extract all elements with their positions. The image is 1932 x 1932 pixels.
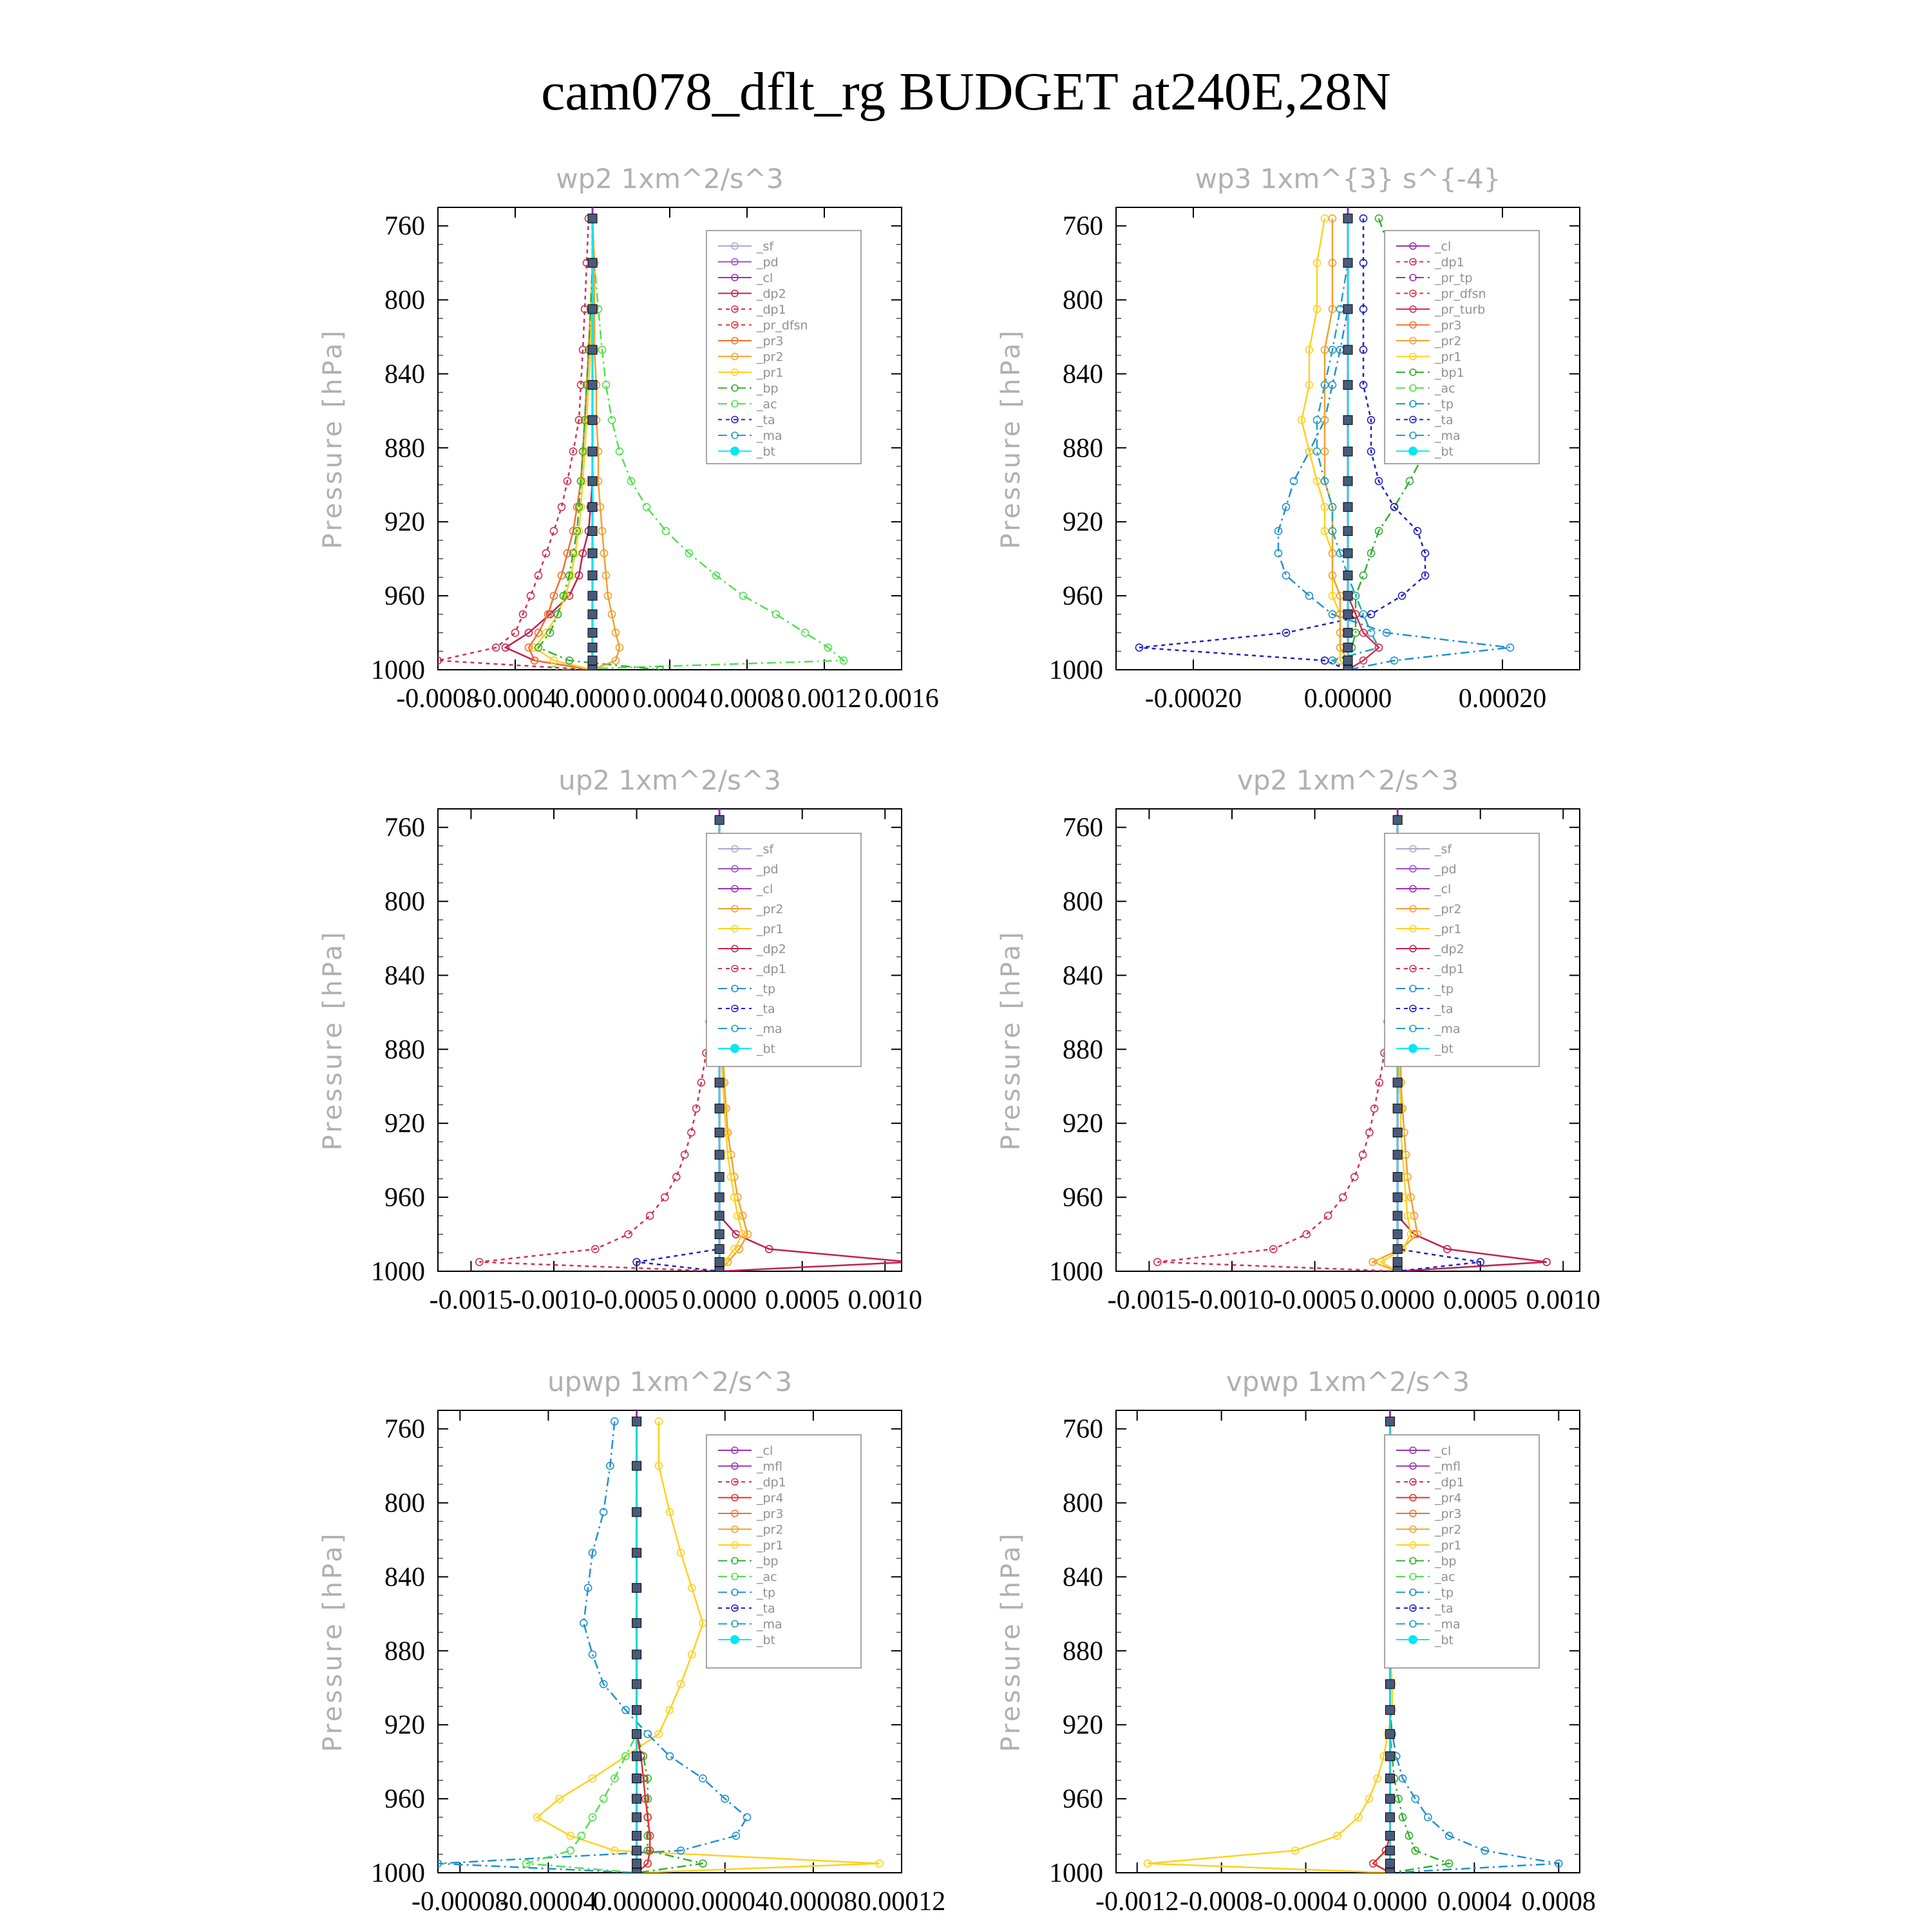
y-tick-label: 880 (384, 1636, 425, 1667)
y-tick-label: 800 (384, 285, 425, 316)
legend (1385, 833, 1539, 1066)
legend (706, 231, 861, 464)
x-tick-label: 0.0000 (682, 1285, 757, 1315)
y-tick-label: 840 (1063, 1562, 1103, 1593)
zero-marker (588, 643, 597, 652)
zero-marker (715, 1150, 724, 1159)
legend-label: _pr4 (757, 1491, 784, 1506)
zero-marker (715, 1230, 724, 1239)
y-tick-label: 800 (1063, 285, 1103, 316)
zero-marker (1385, 1774, 1394, 1783)
y-axis-label: Pressure [hPa] (996, 1531, 1026, 1752)
legend (1385, 231, 1539, 464)
legend-label: _pr3 (1435, 1507, 1462, 1521)
legend-label: _ta (1435, 1602, 1454, 1616)
zero-marker (632, 1584, 641, 1593)
zero-marker (1385, 1752, 1394, 1761)
y-tick-label: 1000 (1049, 1257, 1103, 1287)
legend-label: _pr2 (757, 902, 784, 916)
zero-marker (1343, 258, 1352, 267)
zero-marker (588, 415, 597, 424)
legend-swatch-marker (1408, 1044, 1417, 1053)
x-tick-label: 0.0010 (848, 1285, 923, 1315)
y-tick-label: 920 (1063, 1710, 1103, 1741)
x-tick-label: 0.0008 (710, 684, 784, 714)
legend-swatch-marker (730, 1635, 739, 1644)
y-tick-label: 920 (384, 1710, 425, 1741)
legend-label: _cl (1435, 240, 1452, 254)
legend-label: _tp (757, 982, 776, 996)
legend-label: _pr3 (757, 334, 784, 348)
x-tick-label: 0.0000 (1360, 1285, 1435, 1315)
zero-marker (1385, 1730, 1394, 1739)
figure-title: cam078_dflt_rg BUDGET at240E,28N (541, 62, 1391, 122)
zero-marker (588, 656, 597, 665)
legend-label: _pd (1435, 862, 1457, 876)
x-tick-label: 0.0008 (1521, 1887, 1596, 1917)
legend-label: _pr_dfsn (757, 318, 808, 333)
y-tick-label: 760 (384, 211, 425, 242)
zero-marker (1385, 1832, 1394, 1841)
x-tick-label: 0.0000 (1352, 1887, 1428, 1917)
zero-marker (632, 1730, 641, 1739)
zero-marker (1393, 1230, 1402, 1239)
y-tick-label: 880 (1063, 433, 1103, 464)
y-tick-label: 840 (1063, 961, 1103, 991)
zero-marker (1343, 656, 1352, 665)
zero-marker (1385, 1846, 1394, 1855)
y-tick-label: 760 (384, 813, 425, 843)
legend-label: _dp1 (1435, 962, 1464, 976)
legend-label: _ta (757, 413, 775, 428)
zero-marker (632, 1705, 641, 1714)
x-tick-label: 0.0004 (632, 684, 707, 714)
zero-marker (1385, 1680, 1394, 1689)
zero-marker (1393, 1128, 1402, 1137)
y-tick-label: 920 (1063, 1109, 1103, 1139)
x-tick-label: -0.00008 (412, 1887, 509, 1917)
zero-marker (715, 1211, 724, 1220)
zero-marker (588, 305, 597, 314)
legend-label: _pr_tp (1435, 271, 1473, 285)
legend-label: _tp (1435, 397, 1454, 412)
x-tick-label: -0.0010 (1190, 1285, 1274, 1315)
zero-marker (588, 447, 597, 456)
zero-marker (715, 1128, 724, 1137)
zero-marker (632, 1859, 641, 1868)
zero-marker (632, 1680, 641, 1689)
zero-marker (1343, 415, 1352, 424)
legend-label: _bt (757, 1633, 776, 1647)
legend-label: _ac (1435, 381, 1455, 396)
zero-marker (715, 1173, 724, 1182)
legend-label: _pr3 (1435, 318, 1462, 333)
zero-marker (715, 1193, 724, 1202)
zero-marker (1343, 381, 1352, 390)
legend-label: _dp1 (1435, 1475, 1464, 1490)
legend-label: _ma (757, 1022, 782, 1036)
y-tick-label: 1000 (371, 1257, 425, 1287)
legend-label: _ma (757, 1617, 782, 1632)
y-tick-label: 760 (1063, 813, 1103, 843)
legend-label: _pr2 (757, 350, 784, 365)
zero-marker (1343, 629, 1352, 638)
legend-label: _mfl (1435, 1459, 1461, 1474)
legend-swatch-marker (730, 1044, 739, 1053)
y-tick-label: 760 (384, 1414, 425, 1444)
legend-label: _pr_dfsn (1435, 287, 1486, 301)
legend-swatch-marker (730, 447, 739, 456)
y-tick-label: 920 (1063, 507, 1103, 538)
x-tick-label: -0.00004 (500, 1887, 597, 1917)
x-tick-label: 0.0005 (1443, 1285, 1518, 1315)
zero-marker (1343, 477, 1352, 486)
zero-marker (588, 258, 597, 267)
legend-label: _ac (1435, 1570, 1455, 1584)
zero-marker (588, 549, 597, 558)
legend-label: _pr1 (757, 366, 784, 380)
legend-label: _ma (1435, 1617, 1461, 1632)
zero-marker (632, 1774, 641, 1783)
legend-label: _bp (1435, 1554, 1457, 1569)
legend-label: _dp1 (757, 303, 786, 317)
y-tick-label: 920 (384, 1109, 425, 1139)
legend (706, 1435, 861, 1668)
legend-label: _cl (757, 882, 773, 896)
legend-label: _pr1 (1435, 922, 1462, 936)
zero-marker (632, 1548, 641, 1557)
x-tick-label: 0.00020 (1458, 684, 1547, 714)
y-tick-label: 960 (1063, 1183, 1103, 1213)
legend-label: _ma (1435, 429, 1461, 443)
y-tick-label: 960 (384, 1183, 425, 1213)
legend-label: _ac (757, 1570, 777, 1584)
panel-title: wp3 1xm^{3} s^{-4} (1195, 163, 1501, 194)
legend-label: _dp1 (1435, 255, 1464, 270)
zero-marker (588, 345, 597, 354)
zero-marker (588, 610, 597, 619)
zero-marker (632, 1794, 641, 1803)
y-axis-label: Pressure [hPa] (996, 929, 1026, 1151)
zero-marker (715, 815, 724, 824)
x-tick-label: -0.0008 (1179, 1887, 1264, 1917)
x-tick-label: 0.0000 (555, 684, 630, 714)
x-tick-label: 0.0016 (864, 684, 939, 714)
y-tick-label: 800 (384, 1488, 425, 1519)
y-tick-label: 840 (384, 1562, 425, 1593)
legend-label: _cl (757, 271, 773, 285)
zero-marker (1343, 447, 1352, 456)
zero-marker (715, 1104, 724, 1113)
zero-marker (1385, 1705, 1394, 1714)
legend-box (706, 231, 861, 464)
legend-label: _pr4 (1435, 1491, 1462, 1506)
legend (706, 833, 861, 1066)
legend-label: _bp1 (1435, 366, 1464, 380)
panel-title: vp2 1xm^2/s^3 (1237, 764, 1459, 796)
zero-marker (1385, 1417, 1394, 1426)
y-tick-label: 760 (1063, 211, 1103, 242)
x-tick-label: 0.00004 (681, 1887, 769, 1917)
x-tick-label: -0.0012 (1095, 1887, 1179, 1917)
x-tick-label: 0.00000 (1303, 684, 1392, 714)
x-tick-label: -0.0015 (1107, 1285, 1191, 1315)
legend-label: _sf (1435, 842, 1452, 857)
legend-swatch-marker (1408, 1635, 1417, 1644)
zero-marker (1343, 502, 1352, 511)
zero-marker (588, 477, 597, 486)
legend-label: _ma (757, 429, 782, 443)
x-tick-label: 0.00000 (592, 1887, 681, 1917)
panel-title: vpwp 1xm^2/s^3 (1226, 1366, 1470, 1397)
y-axis-label: Pressure [hPa] (318, 929, 348, 1151)
zero-marker (632, 1832, 641, 1841)
legend-label: _dp2 (757, 942, 786, 956)
zero-marker (1343, 643, 1352, 652)
legend-label: _pr1 (1435, 350, 1462, 365)
y-tick-label: 840 (384, 961, 425, 991)
legend-label: _ta (757, 1002, 775, 1016)
legend-label: _pr1 (757, 1539, 784, 1553)
x-tick-label: 0.0010 (1526, 1285, 1601, 1315)
legend-label: _ta (757, 1602, 775, 1616)
x-tick-label: -0.0015 (429, 1285, 513, 1315)
zero-marker (632, 1752, 641, 1761)
zero-marker (632, 1618, 641, 1627)
legend-label: _dp2 (757, 287, 786, 301)
x-tick-label: -0.0005 (594, 1285, 679, 1315)
y-tick-label: 960 (384, 582, 425, 612)
zero-marker (1393, 815, 1402, 824)
legend-label: _ac (757, 397, 777, 412)
x-tick-label: -0.0004 (1264, 1887, 1348, 1917)
legend-label: _ta (1435, 1002, 1454, 1016)
y-tick-label: 880 (1063, 1636, 1103, 1667)
x-tick-label: 0.00012 (857, 1887, 946, 1917)
x-tick-label: -0.0010 (512, 1285, 596, 1315)
legend-box (706, 1435, 861, 1668)
zero-marker (632, 1650, 641, 1659)
y-axis-label: Pressure [hPa] (318, 328, 348, 549)
zero-marker (588, 591, 597, 600)
legend-label: _cl (757, 1444, 773, 1458)
zero-marker (1385, 1794, 1394, 1803)
legend-swatch-marker (1408, 447, 1417, 456)
y-tick-label: 880 (384, 1035, 425, 1065)
legend-label: _bt (1435, 1042, 1454, 1056)
y-axis-label: Pressure [hPa] (996, 328, 1026, 549)
legend (1385, 1435, 1539, 1668)
legend-label: _pr_turb (1435, 303, 1486, 317)
zero-marker (632, 1813, 641, 1822)
zero-marker (1393, 1150, 1402, 1159)
y-tick-label: 1000 (371, 1859, 425, 1888)
legend-label: _bt (757, 1042, 776, 1056)
zero-marker (588, 527, 597, 536)
legend-label: _pr2 (1435, 1522, 1462, 1537)
zero-marker (1393, 1104, 1402, 1113)
x-tick-label: 0.0012 (787, 684, 862, 714)
zero-marker (1393, 1258, 1402, 1267)
zero-marker (1393, 1193, 1402, 1202)
x-tick-label: -0.0004 (473, 684, 557, 714)
legend-label: _bp (757, 1554, 779, 1569)
y-tick-label: 800 (1063, 887, 1103, 917)
zero-marker (715, 1078, 724, 1087)
zero-marker (588, 214, 597, 223)
zero-marker (1343, 610, 1352, 619)
y-tick-label: 1000 (371, 656, 425, 685)
y-tick-label: 760 (1063, 1414, 1103, 1444)
legend-label: _bt (1435, 444, 1454, 459)
legend-label: _sf (757, 842, 774, 857)
zero-marker (1393, 1245, 1402, 1254)
zero-marker (632, 1461, 641, 1470)
legend-label: _ma (1435, 1022, 1461, 1036)
legend-label: _pd (757, 862, 779, 876)
zero-marker (1385, 1859, 1394, 1868)
y-tick-label: 960 (384, 1785, 425, 1815)
panel-title: up2 1xm^2/s^3 (558, 764, 781, 796)
legend-label: _mfl (757, 1459, 782, 1474)
zero-marker (1343, 214, 1352, 223)
y-tick-label: 800 (1063, 1488, 1103, 1519)
zero-marker (1343, 549, 1352, 558)
zero-marker (715, 1245, 724, 1254)
y-tick-label: 840 (384, 359, 425, 390)
zero-marker (1393, 1173, 1402, 1182)
zero-marker (588, 629, 597, 638)
zero-marker (588, 502, 597, 511)
legend-label: _sf (757, 240, 774, 254)
legend-label: _pr2 (1435, 334, 1462, 348)
legend-label: _ta (1435, 413, 1454, 428)
zero-marker (1385, 1813, 1394, 1822)
legend-label: _dp1 (757, 1475, 786, 1490)
legend-label: _cl (1435, 882, 1452, 896)
zero-marker (1343, 591, 1352, 600)
panel-title: wp2 1xm^2/s^3 (556, 163, 784, 194)
x-tick-label: 0.00008 (769, 1887, 858, 1917)
zero-marker (588, 381, 597, 390)
legend-label: _pr1 (757, 922, 784, 936)
legend-label: _bp (757, 381, 779, 396)
zero-marker (1393, 1078, 1402, 1087)
y-tick-label: 1000 (1049, 656, 1103, 685)
legend-label: _pd (757, 255, 779, 270)
zero-marker (588, 571, 597, 580)
y-tick-label: 880 (1063, 1035, 1103, 1065)
legend-label: _tp (1435, 1586, 1454, 1600)
x-tick-label: 0.0005 (764, 1285, 840, 1315)
y-tick-label: 880 (384, 433, 425, 464)
legend-label: _pr1 (1435, 1539, 1462, 1553)
y-tick-label: 920 (384, 507, 425, 538)
zero-marker (1343, 527, 1352, 536)
y-tick-label: 960 (1063, 1785, 1103, 1815)
legend-label: _pr2 (757, 1522, 784, 1537)
legend-label: _dp2 (1435, 942, 1464, 956)
zero-marker (1343, 305, 1352, 314)
y-tick-label: 840 (1063, 359, 1103, 390)
zero-marker (1343, 345, 1352, 354)
y-tick-label: 800 (384, 887, 425, 917)
zero-marker (1343, 571, 1352, 580)
legend-label: _tp (757, 1586, 776, 1600)
y-axis-label: Pressure [hPa] (318, 1531, 348, 1752)
legend-label: _pr3 (757, 1507, 784, 1521)
zero-marker (1393, 1211, 1402, 1220)
x-tick-label: -0.0008 (396, 684, 480, 714)
legend-label: _tp (1435, 982, 1454, 996)
zero-marker (632, 1508, 641, 1517)
legend-label: _cl (1435, 1444, 1452, 1458)
zero-marker (715, 1258, 724, 1267)
x-tick-label: -0.00020 (1144, 684, 1242, 714)
zero-marker (632, 1417, 641, 1426)
legend-label: _dp1 (757, 962, 786, 976)
x-tick-label: 0.0004 (1437, 1887, 1512, 1917)
x-tick-label: -0.0005 (1273, 1285, 1357, 1315)
legend-label: _bt (757, 444, 776, 459)
zero-marker (632, 1846, 641, 1855)
y-tick-label: 960 (1063, 582, 1103, 612)
legend-box (1385, 1435, 1539, 1668)
legend-label: _bt (1435, 1633, 1454, 1647)
legend-label: _pr2 (1435, 902, 1462, 916)
y-tick-label: 1000 (1049, 1859, 1103, 1888)
panel-title: upwp 1xm^2/s^3 (547, 1366, 792, 1397)
